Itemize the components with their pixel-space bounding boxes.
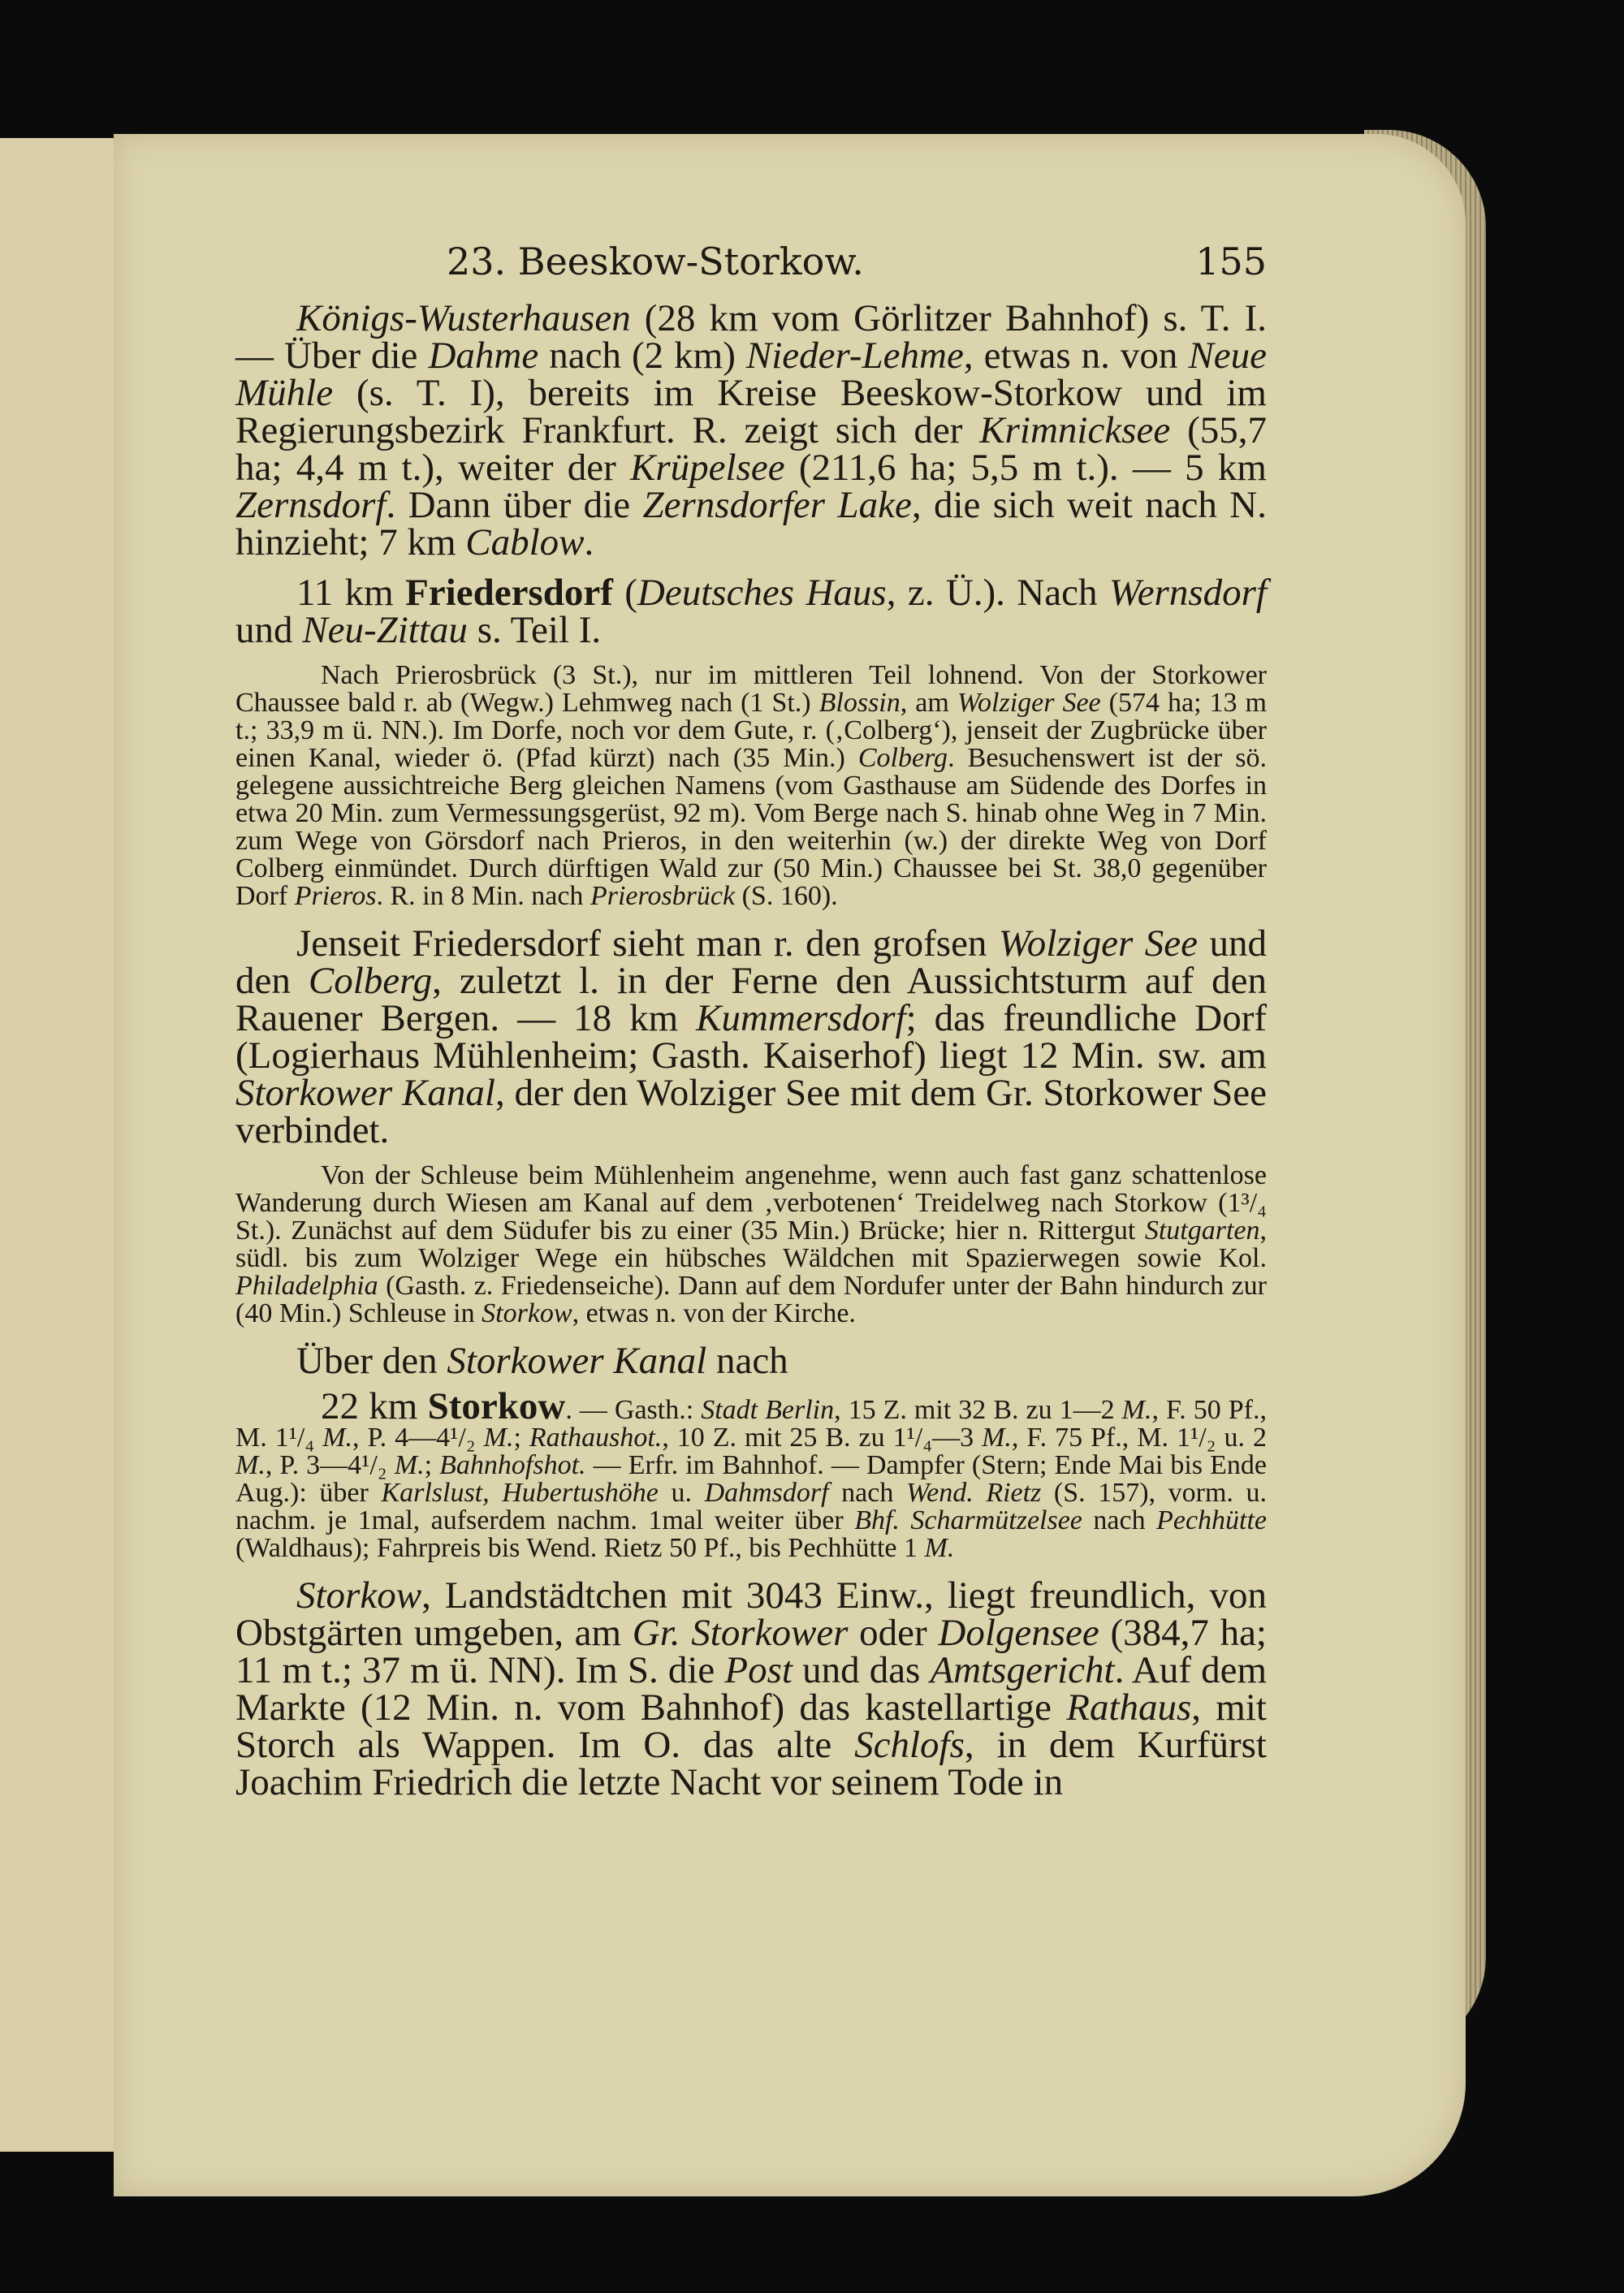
station-name: Friedersdorf xyxy=(405,572,613,614)
paragraph-storkower-kanal xyxy=(235,1342,1267,1380)
text-span: , etwas n. von xyxy=(963,335,1189,377)
text-span: , am xyxy=(900,688,957,718)
place-name: Dahmsdorf xyxy=(704,1478,829,1508)
text-span: (574 ha; 13 m t.; 33,9 m ü. NN.). Im Dorfe, noch vor dem Gute, r. (‚Colberg‘), jenseit der Zugbrücke über einen Kanal, wieder ö. (Pfad kürzt) nach (35 Min.) xyxy=(235,688,1267,773)
place-name: Philadelphia xyxy=(235,1271,378,1301)
text-span: (S. 157), vorm. u. nachm. je 1mal, aufserdem nachm. 1mal weiter über xyxy=(235,1478,1268,1535)
place-name: Krüpelsee xyxy=(630,447,785,489)
text-span: (S. 160). xyxy=(735,881,838,911)
place-name: Schlofs xyxy=(854,1724,965,1766)
text-span: ; xyxy=(424,1450,440,1480)
text-span: . Auf dem Markte (12 Min. n. vom Bahnhof) das kastellartige xyxy=(235,1649,1268,1729)
text-span: nach xyxy=(1082,1505,1157,1535)
text-span: und xyxy=(235,609,303,651)
text-span: — Erfr. im Bahnhof. — Dampfer (Stern; Ende Mai bis Ende Aug.): über xyxy=(235,1450,1267,1508)
text-span: ; das freundliche Dorf (Logierhaus Mühlenheim; Gasth. Kaiserhof) liegt 12 Min. sw. am xyxy=(235,997,1267,1077)
text-span: , P. 3—4¹/₂ xyxy=(265,1450,395,1480)
place-name: Gr. Storkower xyxy=(632,1612,849,1654)
text-span: , z. Ü.). Nach xyxy=(886,572,1109,614)
text-span: , 15 Z. mit 32 B. zu 1—2 xyxy=(834,1395,1122,1425)
place-name: Neue Mühle xyxy=(235,335,1268,414)
text-span: (28 km vom Görlitzer Bahnhof) s. T. I. — Über die xyxy=(235,297,1267,377)
text-span: s. Teil I. xyxy=(467,609,602,651)
hotel-name: Rathaushot. xyxy=(529,1423,663,1453)
place-name: Dahme xyxy=(428,335,539,377)
text-span: , die sich weit nach N. hinzieht; 7 km xyxy=(235,484,1267,564)
text-span: u. xyxy=(658,1478,705,1508)
text-span: (Gasth. z. Friedenseiche). Dann auf dem Nordufer unter der Bahn hindurch zur (40 Min.) Schleuse in xyxy=(235,1271,1267,1328)
place-name: Colberg xyxy=(308,960,433,1002)
text-span: , zuletzt l. in der Ferne den Aussichtsturm auf den Rauener Bergen. — 18 km xyxy=(235,960,1267,1039)
text-span: oder xyxy=(848,1612,939,1654)
place-name: Storkow xyxy=(482,1298,572,1328)
text-span: Nach Prierosbrück (3 St.), nur im mittleren Teil lohnend. Von der Storkower Chaussee bald r. ab (Wegw.) Lehmweg nach (1 St.) xyxy=(235,660,1267,718)
text-span: nach xyxy=(706,1340,788,1382)
paragraph-friedersdorf xyxy=(235,574,1267,649)
text-span: . — Gasth.: xyxy=(565,1395,702,1425)
place-name: Neu-Zittau xyxy=(302,609,468,651)
station-name: Storkow xyxy=(427,1385,566,1427)
text-span: . Besuchenswert ist der sö. gelegene aussichtreiche Berg gleichen Namens (vom Gasthause am Südende des Dorfes in etwa 20 Min. zum Vermessungsgerüst, 92 m). Vom Berge nach S. hinab ohne Weg in 7 Min. zum Wege von Görsdorf nach Prieros, in den weiterhin (w.) der direkte Weg von Dorf Colberg einmündet. Durch dürftigen Wald zur (50 Min.) Chaussee bei St. 38,0 gegenüber Dorf xyxy=(235,743,1267,911)
place-name: Königs-Wusterhausen xyxy=(296,297,631,339)
text-span: (Waldhaus); Fahrpreis bis Wend. Rietz 50 Pf., bis Pechhütte 1 xyxy=(235,1533,925,1563)
currency: M. xyxy=(235,1450,266,1480)
place-name: Storkower Kanal xyxy=(235,1072,495,1114)
paragraph-excursion-prierosbrueck xyxy=(235,662,1267,910)
text-span: und das xyxy=(792,1649,931,1691)
text-span: nach xyxy=(828,1478,906,1508)
place-name: Wend. Rietz xyxy=(905,1478,1042,1508)
place-name: Stutgarten xyxy=(1144,1216,1260,1246)
place-name: Prierosbrück xyxy=(590,881,736,911)
hotel-name: Bahnhofshot. xyxy=(439,1450,586,1480)
text-span: , 10 Z. mit 25 B. zu 1¹/₄—3 xyxy=(662,1423,983,1453)
text-span: 11 km xyxy=(296,572,406,614)
place-name: Blossin xyxy=(818,688,901,718)
running-header xyxy=(235,240,1267,283)
paragraph-jenseit-friedersdorf xyxy=(235,922,1268,1151)
place-name: Karlslust, Hubertushöhe xyxy=(381,1478,659,1508)
page-text xyxy=(235,240,1267,1814)
text-span: , der den Wolziger See mit dem Gr. Storkower See verbindet. xyxy=(235,1072,1267,1151)
text-span: , in dem Kurfürst Joachim Friedrich die letzte Nacht vor seinem Tode in xyxy=(235,1724,1267,1803)
currency: M. xyxy=(924,1533,955,1563)
place-name: Rathaus xyxy=(1066,1686,1192,1729)
paragraph-storkow-town xyxy=(235,1574,1268,1803)
currency: M. xyxy=(1121,1395,1152,1425)
place-name: Amtsgericht xyxy=(930,1649,1115,1691)
page-number: 155 xyxy=(1195,240,1267,283)
currency: M. xyxy=(322,1423,353,1453)
place-name: Zernsdorfer Lake xyxy=(642,484,912,526)
text-span: , Landstädtchen mit 3043 Einw., liegt freundlich, von Obstgärten umgeben, am xyxy=(235,1574,1267,1654)
text-span: , F. 50 Pf., M. 1¹/₄ xyxy=(235,1395,1267,1453)
place-name: Storkower Kanal xyxy=(447,1340,707,1382)
place-name: Bhf. Scharmützelsee xyxy=(854,1505,1082,1535)
place-name: Wolziger See xyxy=(998,922,1199,965)
place-name: Zernsdorf xyxy=(235,484,387,526)
text-span: und den xyxy=(235,922,1268,1002)
text-span: , F. 75 Pf., M. 1¹/₂ u. 2 xyxy=(1011,1423,1267,1453)
place-name: Cablow xyxy=(465,521,585,564)
paragraph-excursion-schleuse xyxy=(235,1162,1267,1328)
place-name: Krimnicksee xyxy=(979,409,1171,451)
text-span: , südl. bis zum Wolziger Wege ein hübsches Wäldchen mit Spazierwegen sowie Kol. xyxy=(235,1216,1267,1273)
place-name: Pechhütte xyxy=(1156,1505,1268,1535)
text-span: (55,7 ha; 4,4 m t.), weiter der xyxy=(235,409,1267,489)
place-name: Colberg xyxy=(857,743,948,773)
text-span: , etwas n. von der Kirche. xyxy=(572,1298,856,1328)
place-name: Nieder-Lehme xyxy=(745,335,964,377)
text-span: (384,7 ha; 11 m t.; 37 m ü. NN). Im S. die xyxy=(235,1612,1267,1691)
text-span: Von der Schleuse beim Mühlenheim angenehme, wenn auch fast ganz schattenlose Wanderung durch Wiesen am Kanal auf dem ‚verbotenen‘ Treidelweg nach Storkow (1³/₄ St.). Zunächst auf dem Südufer bis zu einer (35 Min.) Brücke; hier n. Rittergut xyxy=(235,1160,1267,1246)
hotel-name: Stadt Berlin xyxy=(701,1395,835,1425)
currency: M. xyxy=(394,1450,425,1480)
currency: M. xyxy=(483,1423,514,1453)
place-name: Dolgensee xyxy=(938,1612,1099,1654)
text-span: (s. T. I), bereits im Kreise Beeskow-Storkow und im Regierungsbezirk Frankfurt. R. zeigt sich der xyxy=(235,372,1267,451)
text-span: (211,6 ha; 5,5 m t.). — 5 km xyxy=(784,447,1267,489)
paragraph-koenigs-wusterhausen xyxy=(235,297,1268,564)
text-span: . Dann über die xyxy=(386,484,643,526)
text-span: . xyxy=(584,521,594,564)
text-span: Jenseit Friedersdorf sieht man r. den grofsen xyxy=(296,922,999,965)
place-name: Deutsches Haus xyxy=(637,572,887,614)
book-page xyxy=(114,134,1466,2196)
place-name: Post xyxy=(724,1649,793,1691)
paragraph-storkow-hotels xyxy=(235,1385,1268,1563)
text-span: ( xyxy=(612,572,637,614)
place-name: Wolziger See xyxy=(957,688,1101,718)
text-span: 22 km xyxy=(321,1385,428,1427)
text-span: , P. 4—4¹/₂ xyxy=(352,1423,484,1453)
place-name: Kummersdorf xyxy=(696,997,906,1039)
text-span: , mit Storch als Wappen. Im O. das alte xyxy=(235,1686,1267,1766)
chapter-title: 23. Beeskow-Storkow. xyxy=(447,240,864,283)
text-span: . R. in 8 Min. nach xyxy=(376,881,590,911)
left-page-edge xyxy=(0,138,117,2152)
text-span: Über den xyxy=(296,1340,447,1382)
place-name: Wernsdorf xyxy=(1108,572,1267,614)
place-name: Prieros xyxy=(294,881,377,911)
place-name: Storkow xyxy=(296,1574,422,1617)
currency: M. xyxy=(982,1423,1012,1453)
text-span: nach (2 km) xyxy=(538,335,746,377)
text-span: ; xyxy=(513,1423,529,1453)
